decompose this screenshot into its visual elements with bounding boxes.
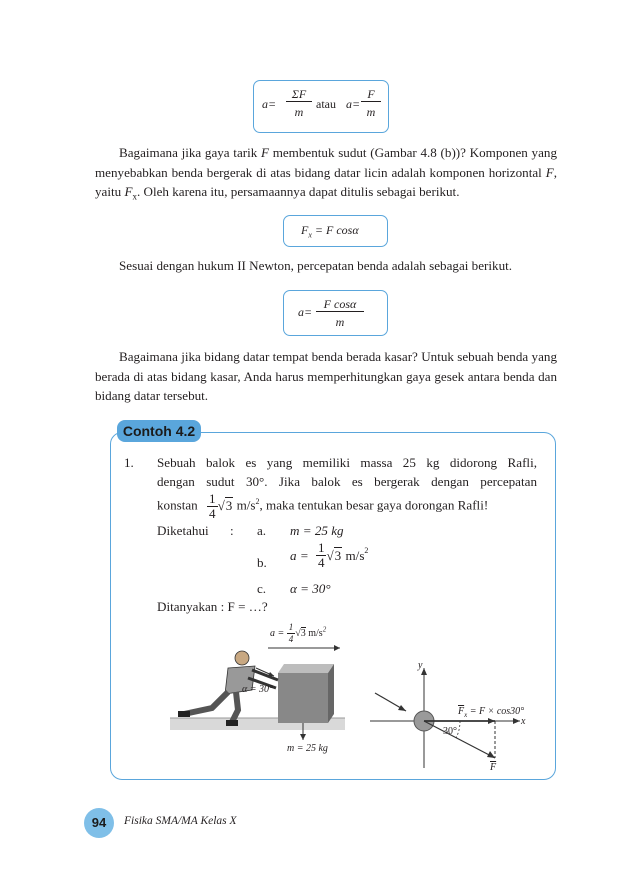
fig-f-label: $\overline{F}$ [490, 762, 497, 773]
fig-accel-sqrt: √3 [295, 628, 306, 639]
fig-accel-unit: m/s [308, 628, 323, 639]
para1-var-f2: F [545, 164, 554, 180]
formula1-atau: atau [316, 97, 336, 111]
sqrt-3: √3 [217, 497, 233, 513]
para3-text: Bagaimana jika bidang datar tempat benda berada kasar? Untuk sebuah benda yang berada di atas bidang kasar, Anda harus memperhitungkan gaya gesek antara benda dan bidang datar tersebut. [95, 349, 557, 403]
para1-text: Bagaimana jika gaya tarik [119, 145, 261, 160]
weight-arrow-head [300, 734, 306, 740]
var-a: a [346, 97, 352, 111]
frac-num: 1 [209, 491, 216, 506]
frac-num: 1 [317, 540, 325, 555]
fig-y-axis-label: y [418, 660, 423, 671]
formula2-alpha: α [352, 223, 359, 237]
para1-fx-sub: x [132, 191, 137, 202]
diketahui-colon: : [230, 523, 234, 538]
example-line-2: dengan sudut 30°. Jika balok es bergerak dengan percepatan [157, 474, 537, 489]
fig-angle2-label: 30° [443, 726, 457, 737]
incoming-force-head [398, 705, 406, 711]
footer-book-title: Fisika SMA/MA Kelas X [124, 815, 237, 827]
para1-text-4: . Oleh karena itu, persamaannya dapat ditulis sebagai berikut. [136, 184, 460, 199]
fig-mass-label: m = 25 kg [287, 743, 328, 754]
given-b-sup: 2 [364, 546, 369, 556]
fig-fx-label [458, 706, 524, 719]
line3-rest: , maka tentukan besar gaya dorongan Rafli! [259, 497, 489, 513]
formula1-numerator: ΣF [286, 87, 312, 102]
given-b-value [290, 541, 368, 570]
given-b-sqrt: √3 [326, 548, 342, 563]
line3-sup: 2 [255, 497, 260, 507]
frac-den: 4 [209, 506, 216, 521]
given-b-var: a = [290, 548, 309, 563]
paragraph-2 [95, 256, 557, 276]
paragraph-3 [95, 347, 557, 406]
given-b-label: b. [257, 555, 267, 570]
fig-accel-sup: 2 [322, 625, 327, 634]
fig-frac-den: 4 [288, 634, 294, 644]
example-line-1: Sebuah balok es yang memiliki massa 25 kg didorong Rafli, [157, 455, 537, 470]
example-tab: Contoh 4.2 [117, 420, 201, 442]
formula-box-3 [283, 290, 388, 336]
force-diagram [170, 618, 540, 773]
para1-var-fx: F [124, 184, 133, 199]
ice-block-side [278, 673, 328, 723]
sqrt-radicand: 3 [334, 548, 342, 563]
given-c-label: c. [257, 581, 267, 596]
fig-sqrt-radicand: 3 [300, 628, 306, 639]
para1-text-3: , yaitu [95, 164, 557, 199]
frac-den: 4 [317, 555, 325, 570]
given-c-value: α = 30° [290, 581, 331, 596]
formula3-eq: = [304, 305, 313, 319]
line3-unit: m/s [236, 497, 256, 513]
example-line-3 [157, 492, 488, 521]
fig-fx-f: $\overline{F}$ [458, 706, 465, 717]
ice-block-top [278, 664, 334, 673]
paragraph-1 [95, 143, 557, 207]
eq-sign: = [268, 97, 277, 111]
page-number-badge: 94 [84, 808, 114, 838]
formula3-denominator: m [335, 315, 345, 329]
fig-angle-label: α = 30° [242, 684, 273, 695]
fig-fx-sub: x [464, 711, 468, 719]
fig-accel-frac [287, 622, 296, 645]
sqrt-radicand: 3 [225, 497, 233, 513]
formula3-numerator [316, 297, 364, 312]
given-b-fraction [316, 541, 327, 570]
ditanyakan-label: Ditanyakan : F = …? [157, 599, 268, 614]
ice-block-right [328, 664, 334, 723]
formula1-numerator2: F [361, 87, 381, 102]
formula1-denominator2: m [366, 105, 376, 119]
given-a-value: m = 25 kg [290, 523, 344, 538]
fig-x-axis-label: x [521, 716, 526, 727]
para1-text-2: membentuk sudut (Gambar 4.8 (b))? Komponen yang menyebabkan benda bergerak di atas bidang datar licin adalah komponen horizontal [95, 145, 557, 180]
line3-konstan: konstan [157, 497, 198, 513]
fig-accel-label [270, 622, 326, 645]
given-a-label: a. [257, 523, 267, 538]
formula1-denominator: m [294, 105, 304, 119]
var-a: a [262, 97, 268, 111]
formula1-a [262, 97, 276, 112]
fig-fx-rest: = F × cos30° [467, 706, 525, 717]
diketahui-label: Diketahui [157, 523, 209, 538]
given-b-unit: m/s [345, 548, 365, 563]
fig-frac-num: 1 [288, 622, 294, 632]
eq-sign: = [352, 97, 361, 111]
para2-text: Sesuai dengan hukum II Newton, percepatan benda adalah sebagai berikut. [119, 258, 513, 273]
accel-arrow-head [334, 645, 340, 651]
formula-box-2 [283, 215, 388, 247]
formula3-var-a: a [298, 305, 304, 319]
para1-var-f: F [261, 145, 269, 160]
formula2-f: F [301, 223, 309, 237]
formula1-a2 [346, 97, 360, 112]
formula2-expression [301, 223, 359, 239]
formula3-a [298, 305, 312, 320]
example-number: 1. [124, 455, 134, 470]
formula3-alpha: α [350, 297, 357, 311]
formula-box-1 [253, 80, 389, 133]
formula3-num: F cos [323, 297, 350, 311]
formula2-rest: = F cos [311, 223, 353, 237]
formula2-sub: x [308, 230, 312, 240]
fig-accel-var: a = [270, 628, 285, 639]
fraction-quarter [207, 492, 218, 521]
